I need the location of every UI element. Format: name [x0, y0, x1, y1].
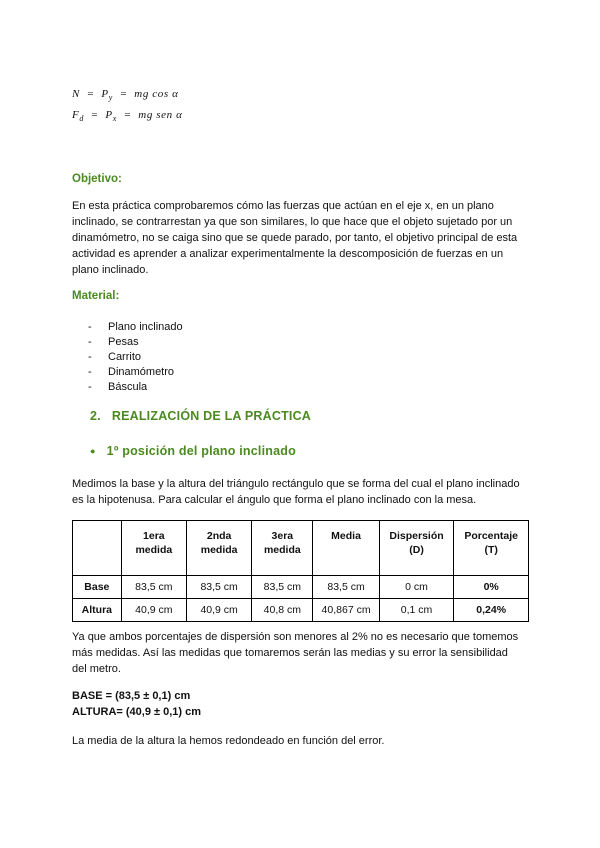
- objetivo-line: plano inclinado.: [72, 264, 149, 276]
- table-cell: 0,24%: [454, 599, 529, 622]
- objetivo-line: inclinado, se contrarrestan ya que son similares, lo que hace que el objeto sujetado por un: [72, 216, 513, 228]
- list-item: - Plano inclinado: [88, 321, 183, 333]
- objetivo-heading: Objetivo:: [72, 173, 122, 185]
- list-item: - Carrito: [88, 351, 142, 363]
- table-cell: 83,5 cm: [121, 576, 186, 599]
- row-label: Base: [73, 576, 122, 599]
- final-note: La media de la altura la hemos redondeado en función del error.: [72, 735, 385, 747]
- table-header-cell: Media: [313, 521, 379, 576]
- table-row: [73, 576, 529, 599]
- conclusion-line: del metro.: [72, 663, 121, 675]
- intro-line: Medimos la base y la altura del triángulo rectángulo que se forma del cual el plano inclinado: [72, 478, 520, 490]
- result-base: BASE = (83,5 ± 0,1) cm: [72, 690, 191, 702]
- formula-friction: $F_d = P_x$ = mg sen α: [72, 109, 183, 123]
- table-header-cell: [73, 521, 122, 576]
- table-header-cell: 2nda medida: [186, 521, 251, 576]
- list-item: - Pesas: [88, 336, 139, 348]
- subsection-heading: ● 1º posición del plano inclinado: [90, 444, 296, 458]
- table-cell: 40,9 cm: [186, 599, 251, 622]
- material-heading: Material:: [72, 290, 120, 302]
- conclusion-line: Ya que ambos porcentajes de dispersión son menores al 2% no es necesario que tomemos: [72, 631, 519, 643]
- bullet-icon: ●: [90, 446, 96, 456]
- objetivo-line: dinamómetro, no se caiga sino que se quede parado, por tanto, el objetivo principal de esta: [72, 232, 518, 244]
- objetivo-line: En esta práctica comprobaremos cómo las fuerzas que actúan en el eje x, en un plano: [72, 200, 494, 212]
- table-cell: 83,5 cm: [252, 576, 313, 599]
- table-cell: 40,9 cm: [121, 599, 186, 622]
- intro-paragraph: [72, 476, 542, 508]
- table-cell: 0,1 cm: [379, 599, 454, 622]
- list-item: - Dinamómetro: [88, 366, 175, 378]
- row-label: Altura: [73, 599, 122, 622]
- table-cell: 83,5 cm: [186, 576, 251, 599]
- section-heading: 2. REALIZACIÓN DE LA PRÁCTICA: [90, 409, 312, 423]
- table-header-cell: Porcentaje (T): [454, 521, 529, 576]
- table-header-row: [73, 521, 529, 576]
- measurements-table: [72, 520, 529, 622]
- table-cell: 0%: [454, 576, 529, 599]
- list-item: - Báscula: [88, 381, 148, 393]
- objetivo-line: actividad es aprender a analizar experimentalmente la descomposición de fuerzas en un: [72, 248, 504, 260]
- objetivo-paragraph: [72, 198, 542, 278]
- result-altura: ALTURA= (40,9 ± 0,1) cm: [72, 706, 202, 718]
- formula-normal: $N = P_y$ = mg cos α: [72, 88, 179, 102]
- table-header-cell: Dispersión (D): [379, 521, 454, 576]
- table-cell: 40,867 cm: [313, 599, 379, 622]
- table-header-cell: 1era medida: [121, 521, 186, 576]
- material-list: [88, 320, 288, 395]
- conclusion-line: más medidas. Así las medidas que tomaremos serán las medias y su error la sensibilidad: [72, 647, 508, 659]
- table-header-cell: 3era medida: [252, 521, 313, 576]
- table-cell: 40,8 cm: [252, 599, 313, 622]
- table-cell: 83,5 cm: [313, 576, 379, 599]
- table-cell: 0 cm: [379, 576, 454, 599]
- table-row: [73, 599, 529, 622]
- intro-line: es la hipotenusa. Para calcular el ángulo que forma el plano inclinado con la mesa.: [72, 494, 477, 506]
- conclusion-paragraph: [72, 629, 542, 677]
